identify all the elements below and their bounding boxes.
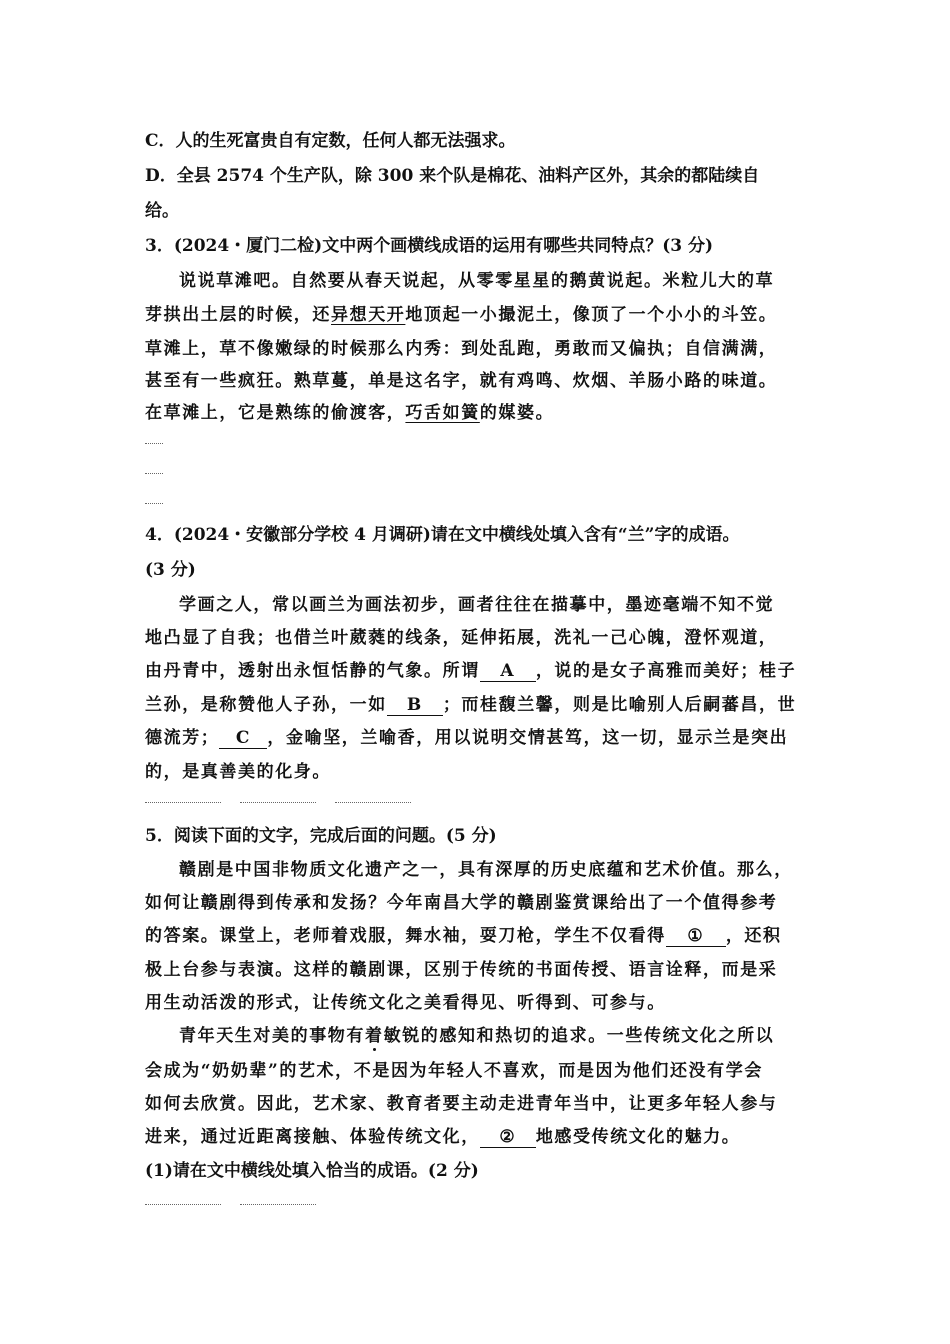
- passage-3-line: 芽拱出土层的时候，还异想天开地顶起一小撮泥土，像顶了一个小小的斗笠。: [145, 305, 778, 325]
- passage-4-line: 地凸显了自我；也借兰叶葳蕤的线条，延伸拓展，洗礼一己心魄，澄怀观道，: [145, 628, 778, 648]
- underlined-idiom: 异想天开: [331, 305, 406, 325]
- passage-5-line: 的答案。课堂上，老师着戏服，舞水袖，耍刀枪，学生不仅看得 ① ，还积: [145, 926, 782, 946]
- answer-line: [335, 802, 411, 803]
- answer-line: [145, 503, 163, 504]
- blank-b: B: [387, 695, 443, 716]
- passage-4-line: 德流芳； C ，金喻坚，兰喻香，用以说明交情甚笃，这一切，显示兰是突出: [145, 728, 789, 748]
- passage-5-line: 用生动活泼的形式，让传统文化之美看得见、听得到、可参与。: [145, 993, 666, 1013]
- passage-5-line: 如何让赣剧得到传承和发扬？今年南昌大学的赣剧鉴赏课给出了一个值得参考: [145, 893, 778, 913]
- passage-5-line: 赣剧是中国非物质文化遗产之一，具有深厚的历史底蕴和艺术价值。那么，: [179, 860, 793, 880]
- blank-1: ①: [666, 926, 726, 947]
- passage-5-line: 青年天生对美的事物有着敏锐的感知和热切的追求。一些传统文化之所以: [179, 1026, 775, 1046]
- passage-4-line: 由丹青中，透射出永恒恬静的气象。所谓 A ，说的是女子高雅而美好；桂子: [145, 661, 797, 681]
- option-d-cont: 给。: [145, 201, 179, 221]
- option-c: C．人的生死富贵自有定数，任何人都无法强求。: [145, 131, 516, 151]
- passage-5-line: 如何去欣赏。因此，艺术家、教育者要主动走进青年当中，让更多年轻人参与: [145, 1094, 778, 1114]
- question-4: 4．(2024・安徽部分学校 4 月调研)请在文中横线处填入含有“兰”字的成语。: [145, 525, 740, 545]
- blank-c: C: [219, 728, 267, 749]
- question-5-1: (1)请在文中横线处填入恰当的成语。(2 分): [145, 1161, 479, 1181]
- answer-line: [145, 473, 163, 474]
- blank-2: ②: [480, 1127, 536, 1148]
- passage-3-line: 草滩上，草不像嫩绿的时候那么内秀：到处乱跑，勇敢而又偏执；自信满满，: [145, 339, 778, 359]
- emphasis-dot-char: 着: [365, 1026, 384, 1046]
- passage-4-line: 学画之人，常以画兰为画法初步，画者往往在描摹中，墨迹毫端不知不觉: [179, 595, 775, 615]
- passage-4-line: 的，是真善美的化身。: [145, 762, 331, 782]
- passage-5-line: 进来，通过近距离接触、体验传统文化， ② 地感受传统文化的魅力。: [145, 1127, 741, 1147]
- passage-3-line: 甚至有一些疯狂。熟草蔓，单是这名字，就有鸡鸣、炊烟、羊肠小路的味道。: [145, 371, 778, 391]
- answer-line: [145, 443, 163, 444]
- option-d: D．全县 2574 个生产队，除 300 来个队是棉花、油料产区外，其余的都陆续自: [145, 166, 760, 186]
- passage-5-line: 会成为“奶奶辈”的艺术，不是因为年轻人不喜欢，而是因为他们还没有学会: [145, 1061, 763, 1081]
- passage-5-line: 极上台参与表演。这样的赣剧课，区别于传统的书面传授、语言诠释，而是采: [145, 960, 778, 980]
- answer-line: [145, 1204, 221, 1205]
- answer-line: [145, 802, 221, 803]
- underlined-idiom: 巧舌如簧: [405, 403, 480, 423]
- question-5: 5．阅读下面的文字，完成后面的问题。(5 分): [145, 826, 497, 846]
- question-4-score: (3 分): [145, 560, 196, 580]
- question-3: 3．(2024・厦门二检)文中两个画横线成语的运用有哪些共同特点？(3 分): [145, 236, 714, 256]
- passage-3-line: 在草滩上，它是熟练的偷渡客，巧舌如簧的媒婆。: [145, 403, 555, 423]
- passage-3-line: 说说草滩吧。自然要从春天说起，从零零星星的鹅黄说起。米粒儿大的草: [179, 271, 775, 291]
- blank-a: A: [480, 661, 536, 682]
- answer-line: [240, 802, 316, 803]
- passage-4-line: 兰孙，是称赞他人子孙，一如 B ；而桂馥兰馨，则是比喻别人后嗣蕃昌，世: [145, 695, 797, 715]
- answer-line: [240, 1204, 316, 1205]
